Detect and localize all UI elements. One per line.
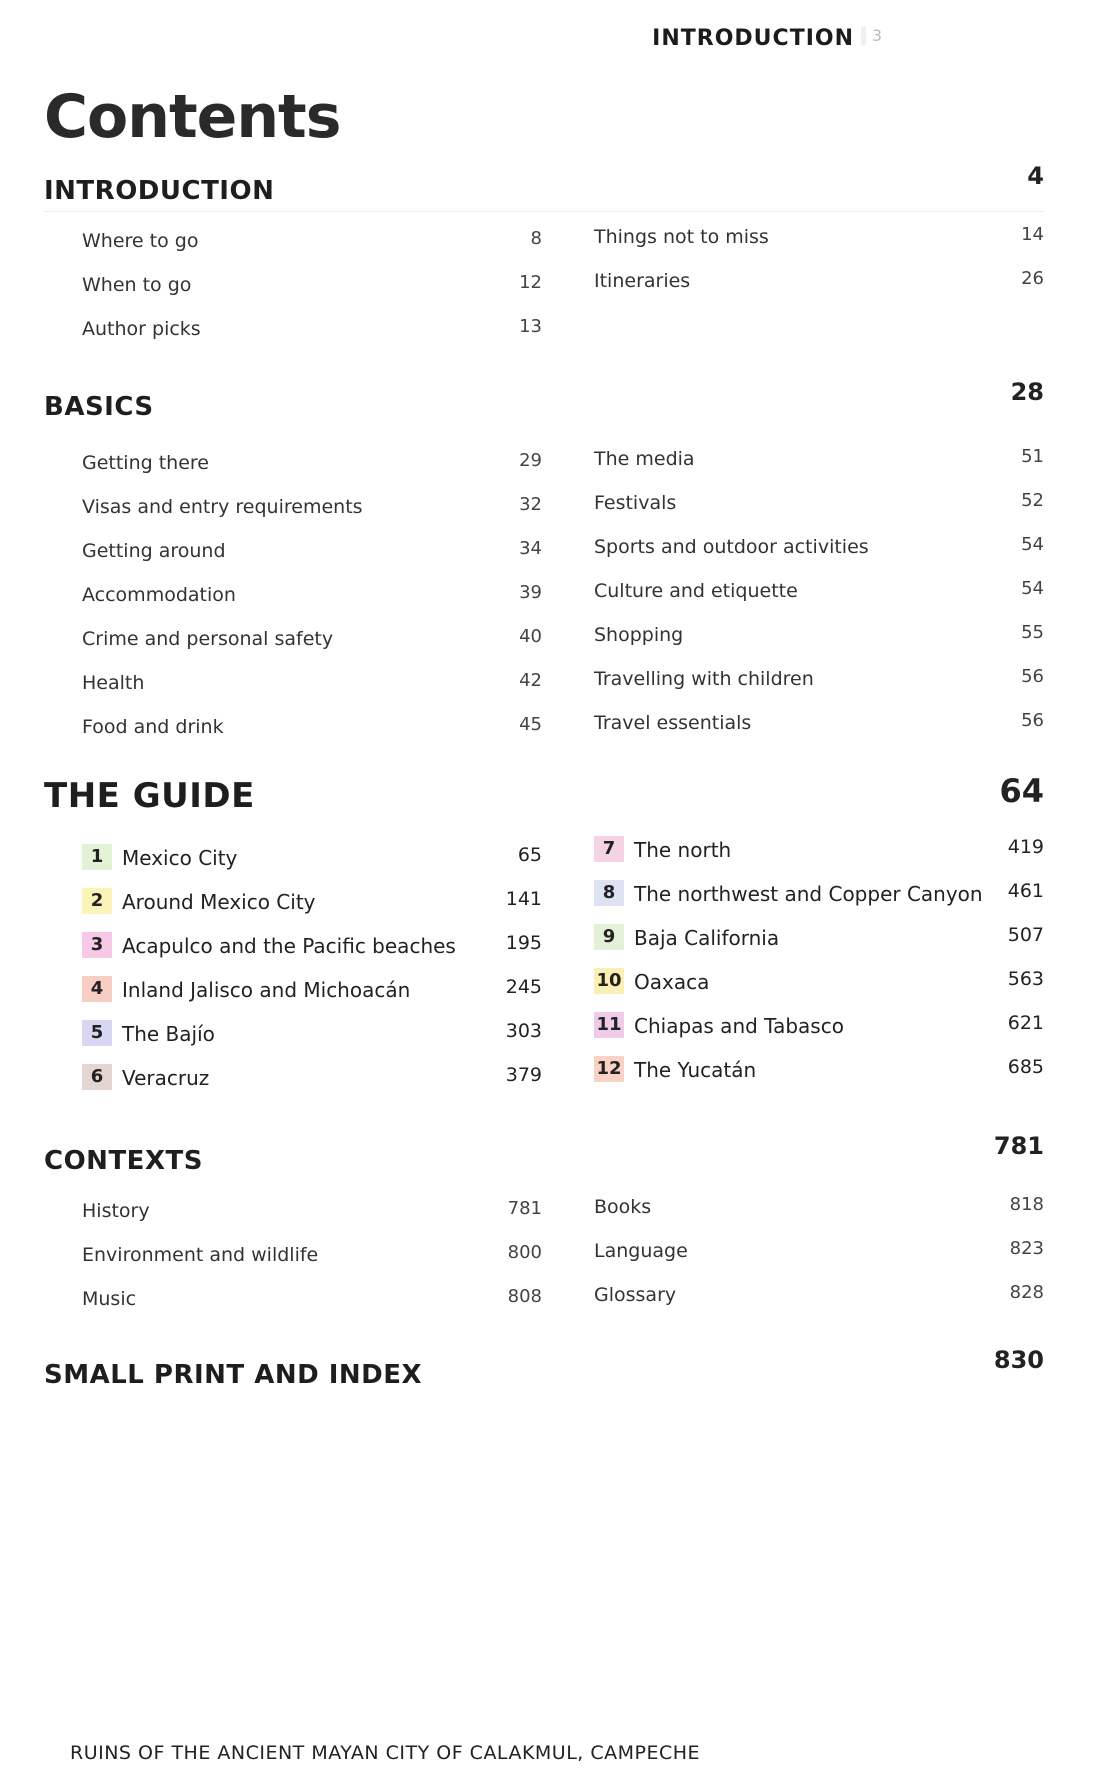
toc-entry-page: 51 [1021,446,1044,467]
toc-entry [82,484,542,528]
toc-entry-page: 419 [1007,836,1044,858]
toc-entry [82,660,542,704]
page-number: 3 [861,26,882,45]
chapter-number-badge: 5 [82,1020,112,1046]
toc-entry-page: 818 [1009,1194,1044,1215]
toc-entry-label: Food and drink [82,716,224,738]
toc-entry-label: The northwest and Copper Canyon [634,882,983,906]
toc-entry [82,704,542,748]
section-title: THE GUIDE [44,776,255,816]
toc-entry-label: The north [634,838,732,862]
toc-entry-page: 8 [530,228,542,249]
toc-entry-label: The Bajío [122,1022,215,1046]
toc-entry-label: History [82,1200,150,1222]
toc-entry-page: 13 [519,316,542,337]
page-title: Contents [44,82,341,152]
toc-entry-label: Glossary [594,1284,677,1306]
left-column [82,218,542,350]
toc-entry-page: 56 [1021,666,1044,687]
toc-entry [594,1184,1044,1228]
toc-entry-label: Language [594,1240,688,1262]
toc-entry-page: 29 [519,450,542,471]
toc-entry-label: Visas and entry requirements [82,496,363,518]
toc-entry-page: 507 [1007,924,1044,946]
toc-entry [594,524,1044,568]
toc-entry-label: Accommodation [82,584,236,606]
toc-entry [82,572,542,616]
toc-entry-page: 245 [505,976,542,998]
toc-entry-page: 54 [1021,534,1044,555]
toc-entry [82,1010,542,1054]
section-contexts [44,1132,1044,1322]
toc-entry-page: 685 [1007,1056,1044,1078]
toc-entry [594,214,1044,258]
toc-entry-page: 461 [1007,880,1044,902]
entries [44,212,1044,352]
toc-entry [594,258,1044,302]
toc-entry-label: Around Mexico City [122,890,316,914]
toc-entry [82,218,542,262]
photo-caption: RUINS OF THE ANCIENT MAYAN CITY OF CALAKMUL, CAMPECHE [70,1742,701,1764]
entries [44,428,1044,748]
toc-entry [594,568,1044,612]
toc-entry [594,1002,1044,1046]
toc-entry [594,480,1044,524]
toc-entry-label: Health [82,672,145,694]
toc-entry-page: 52 [1021,490,1044,511]
toc-entry-label: Culture and etiquette [594,580,798,602]
toc-entry [82,1054,542,1098]
toc-entry [82,878,542,922]
section-page: 781 [993,1132,1044,1160]
chapter-number-badge: 1 [82,844,112,870]
toc-entry-label: Festivals [594,492,677,514]
section-guide [44,772,1044,1092]
chapter-number-badge: 6 [82,1064,112,1090]
toc-entry-page: 26 [1021,268,1044,289]
toc-entry [594,656,1044,700]
section-basics [44,378,1044,748]
toc-entry-label: Shopping [594,624,684,646]
chapter-number-badge: 4 [82,976,112,1002]
toc-entry-label: The Yucatán [634,1058,757,1082]
toc-entry-page: 563 [1007,968,1044,990]
entries [44,822,1044,1092]
toc-entry-page: 45 [519,714,542,735]
left-column [82,834,542,1098]
entries [44,1182,1044,1322]
section-title: SMALL PRINT AND INDEX [44,1360,423,1390]
right-column [594,1184,1044,1316]
section-title: BASICS [44,392,154,422]
toc-entry [82,966,542,1010]
toc-entry-label: Books [594,1196,652,1218]
toc-entry-label: Getting there [82,452,209,474]
toc-entry-page: 39 [519,582,542,603]
toc-entry-label: Mexico City [122,846,238,870]
left-column [82,1188,542,1320]
toc-entry-page: 808 [507,1286,542,1307]
toc-entry-page: 621 [1007,1012,1044,1034]
chapter-number-badge: 8 [594,880,624,906]
chapter-number-badge: 2 [82,888,112,914]
toc-entry [594,1228,1044,1272]
toc-entry [594,612,1044,656]
toc-entry-page: 65 [517,844,542,866]
toc-entry [594,914,1044,958]
section-page: 830 [993,1346,1044,1374]
chapter-number-badge: 10 [594,968,624,994]
chapter-number-badge: 12 [594,1056,624,1082]
chapter-number-badge: 9 [594,924,624,950]
toc-entry [594,958,1044,1002]
toc-entry-label: Crime and personal safety [82,628,334,650]
toc-entry-label: Getting around [82,540,226,562]
toc-entry-label: Sports and outdoor activities [594,536,869,558]
toc-entry [82,528,542,572]
chapter-number-badge: 7 [594,836,624,862]
toc-entry-label: The media [594,448,695,470]
toc-entry-label: Itineraries [594,270,691,292]
right-column [594,436,1044,744]
toc-entry-label: Music [82,1288,137,1310]
running-head: INTRODUCTION [652,26,854,51]
toc-entry [594,700,1044,744]
toc-entry-label: Author picks [82,318,201,340]
toc-entry-label: Things not to miss [594,226,769,248]
toc-entry-page: 54 [1021,578,1044,599]
toc-entry-label: When to go [82,274,192,296]
section-introduction [44,162,1044,352]
toc-entry-label: Travel essentials [594,712,752,734]
toc-entry-label: Acapulco and the Pacific beaches [122,934,456,958]
toc-entry [82,1232,542,1276]
toc-entry [82,262,542,306]
section-page: 64 [999,772,1044,810]
section-title: INTRODUCTION [44,176,275,206]
toc-entry-page: 14 [1021,224,1044,245]
toc-entry-label: Baja California [634,926,780,950]
chapter-number-badge: 11 [594,1012,624,1038]
toc-entry-page: 42 [519,670,542,691]
section-page: 4 [1027,162,1044,190]
toc-entry-page: 303 [505,1020,542,1042]
toc-entry [594,826,1044,870]
toc-entry [594,436,1044,480]
section-title: CONTEXTS [44,1146,203,1176]
toc-entry-page: 828 [1009,1282,1044,1303]
toc-entry-label: Chiapas and Tabasco [634,1014,844,1038]
toc-entry-page: 55 [1021,622,1044,643]
toc-entry [82,616,542,660]
toc-entry-label: Oaxaca [634,970,710,994]
toc-entry-label: Travelling with children [594,668,814,690]
toc-entry [82,306,542,350]
toc-entry [82,1188,542,1232]
left-column [82,440,542,748]
toc-entry [594,1272,1044,1316]
toc-entry-page: 32 [519,494,542,515]
toc-entry-page: 12 [519,272,542,293]
toc-entry [82,440,542,484]
toc-entry [82,1276,542,1320]
toc-entry [82,922,542,966]
section-page: 28 [1010,378,1044,406]
toc-entry-label: Environment and wildlife [82,1244,319,1266]
toc-entry [594,1046,1044,1090]
toc-entry-page: 34 [519,538,542,559]
toc-entry-page: 379 [505,1064,542,1086]
toc-entry-page: 56 [1021,710,1044,731]
right-column [594,826,1044,1090]
toc-entry-page: 823 [1009,1238,1044,1259]
chapter-number-badge: 3 [82,932,112,958]
toc-entry-page: 800 [507,1242,542,1263]
toc-entry [82,834,542,878]
toc-entry [594,870,1044,914]
right-column [594,214,1044,302]
toc-entry-label: Inland Jalisco and Michoacán [122,978,411,1002]
toc-entry-page: 40 [519,626,542,647]
toc-entry-page: 195 [505,932,542,954]
toc-entry-label: Veracruz [122,1066,210,1090]
toc-entry-page: 141 [505,888,542,910]
toc-entry-label: Where to go [82,230,199,252]
section-small-print [44,1346,1044,1396]
toc-entry-page: 781 [507,1198,542,1219]
